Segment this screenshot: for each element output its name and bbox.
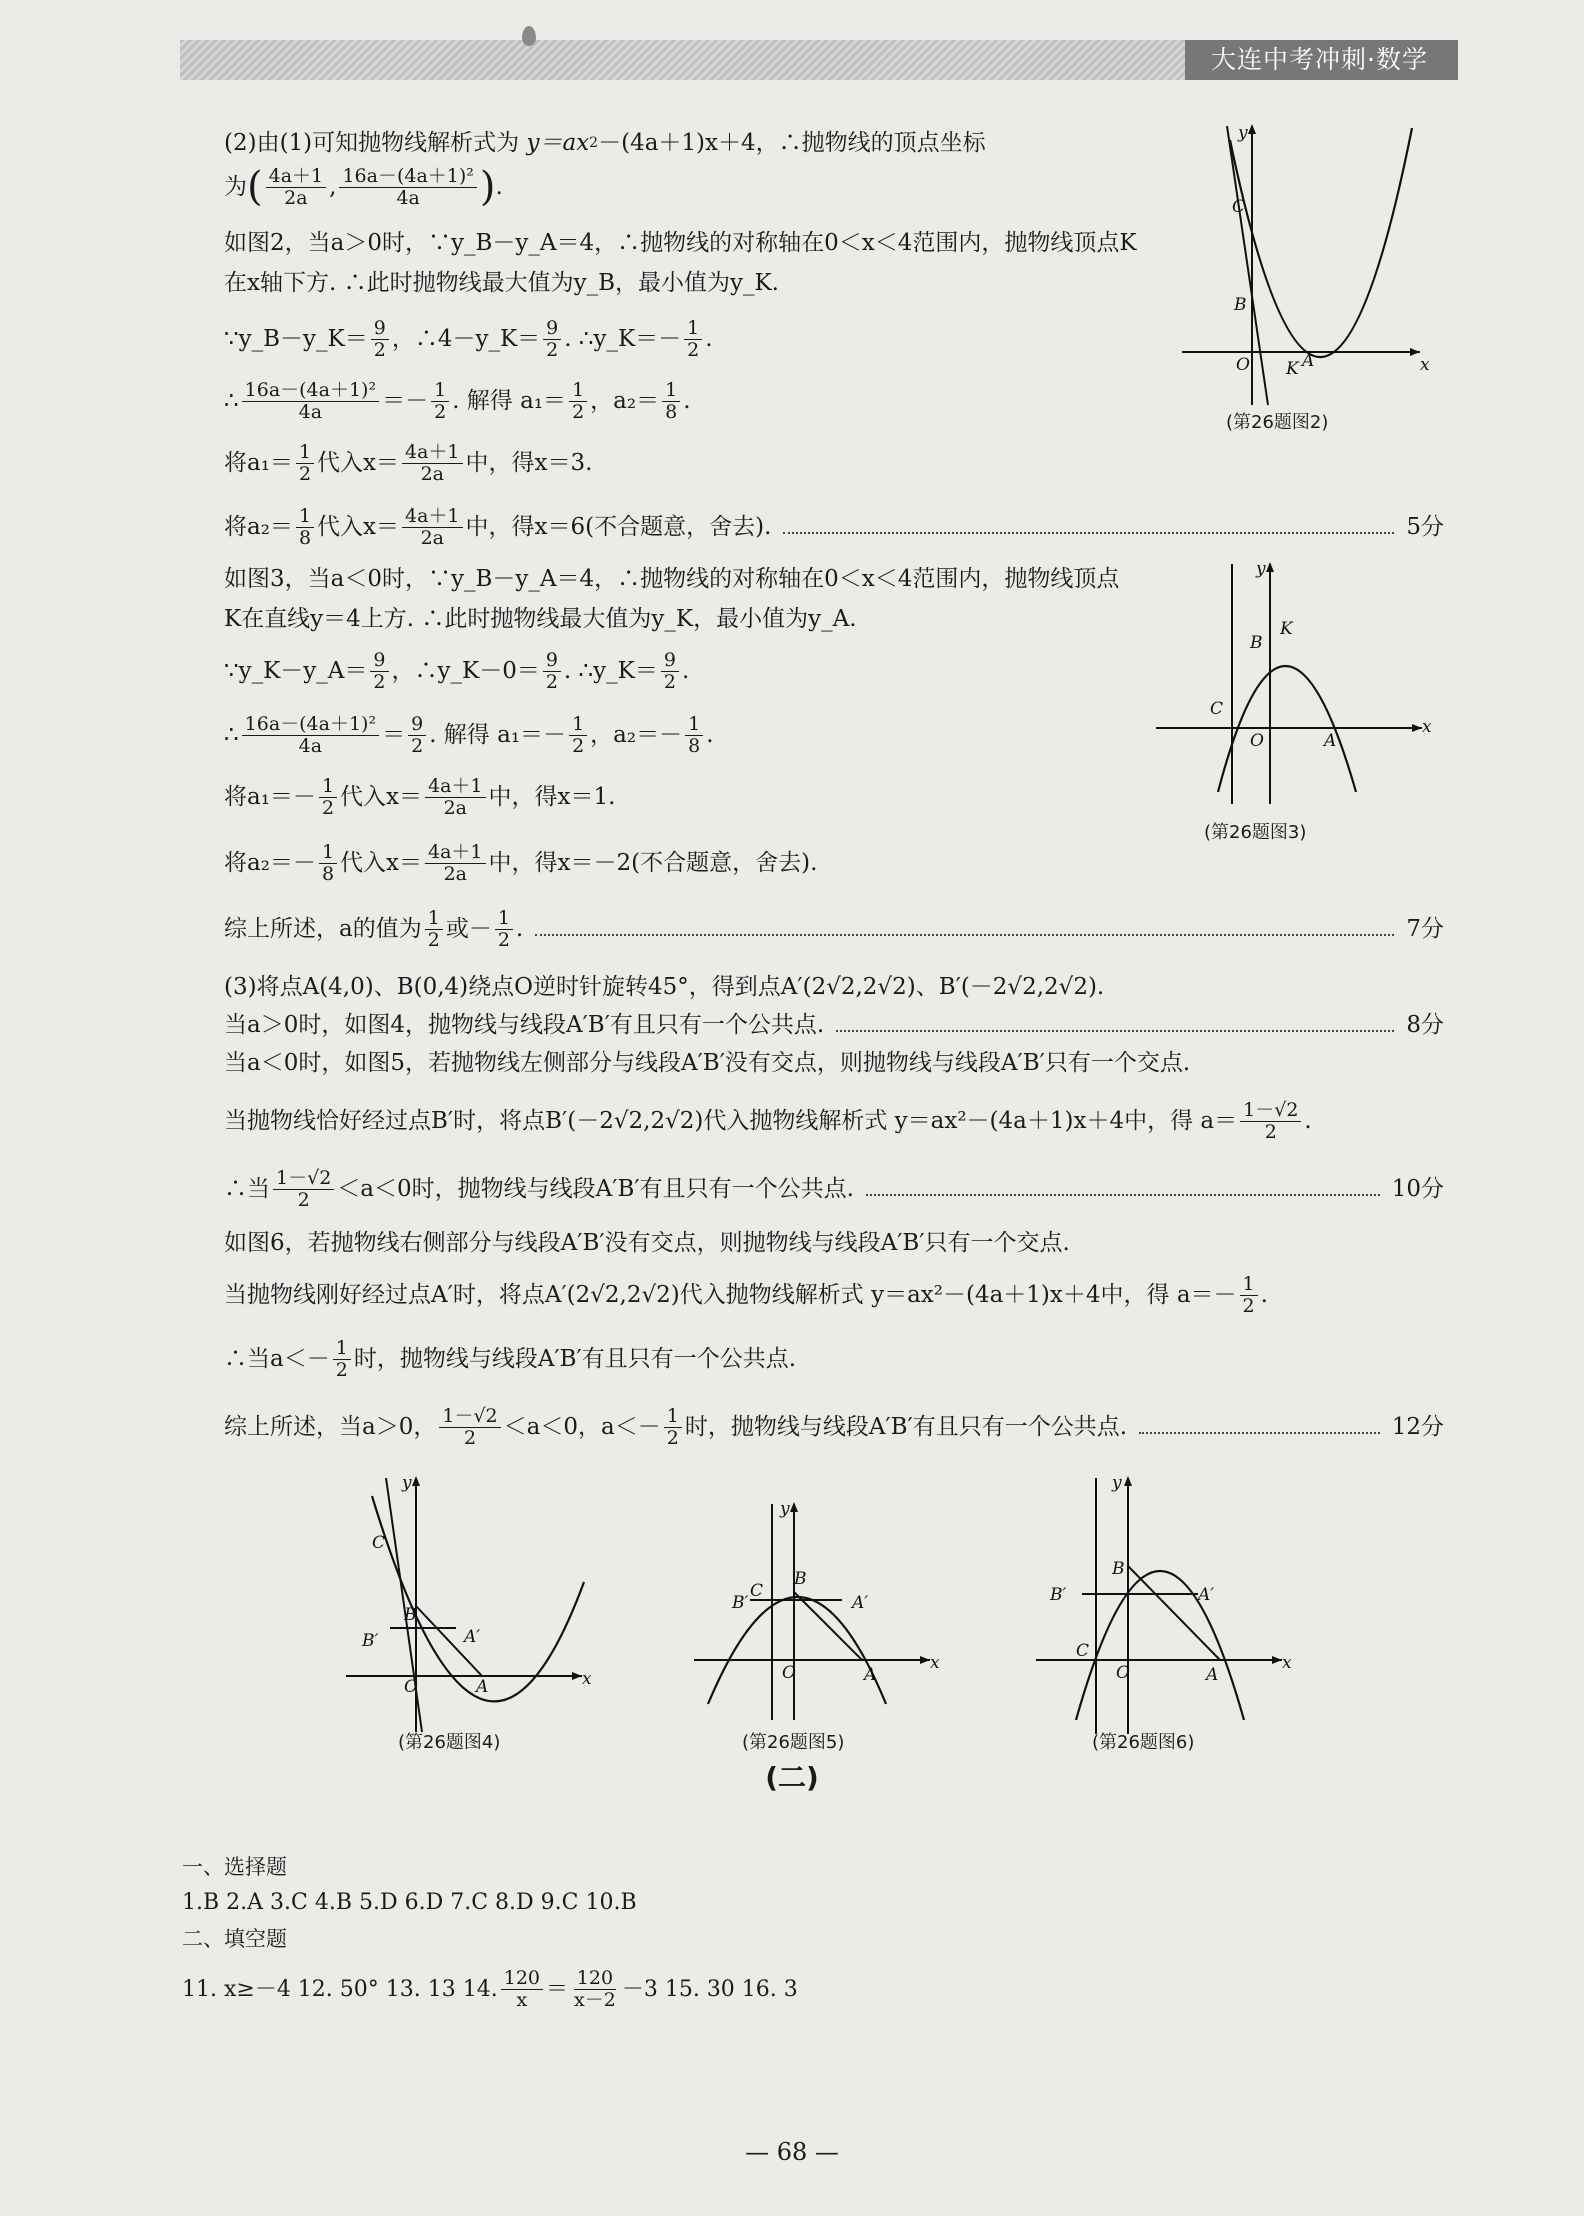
svg-text:A: A [476, 1677, 489, 1697]
svg-text:y: y [780, 1499, 790, 1519]
svg-text:K: K [1280, 619, 1293, 639]
line-23: ∴当a＜－ $\frac{1}{2}$ 时，抛物线与线段A′B′有且只有一个公共点. [224, 1336, 797, 1381]
svg-text:B′: B′ [362, 1631, 379, 1651]
svg-text:O: O [1236, 355, 1250, 375]
svg-text:y: y [1238, 123, 1248, 143]
score: 7分 [1406, 916, 1444, 942]
svg-text:A: A [1206, 1665, 1219, 1685]
line-6: ∴ $\frac{\text{16a－(4a＋1)²}}{4a}$ ＝－ $\frac{1}{2}$ . 解得 a₁＝ $\frac{1}{2}$ ，a₂＝ $\frac{1}{8}$ . [224, 378, 691, 423]
svg-text:y: y [1256, 559, 1266, 579]
svg-text:y: y [402, 1473, 412, 1493]
svg-text:O: O [404, 1677, 418, 1697]
line-7: 将a₁＝ $\frac{1}{2}$ 代入x＝ $\frac{4a+1}{2a}$ 中，得x＝3. [224, 440, 593, 485]
line-19: 当抛物线恰好经过点B′时，将点B′(－2√2,2√2)代入抛物线解析式 y＝ax²－(4a＋1)x＋4中，得 a＝ $\frac{1-√2}{2}$ . [224, 1098, 1312, 1143]
svg-text:B: B [1234, 295, 1247, 315]
line-2: 为 ( $\frac{4a+1}{2a}$ , $\frac{\text{16a－(4a＋1)²}}{4a}$ ) . [224, 164, 503, 210]
choice-heading: 一、选择题 [182, 1855, 287, 1879]
svg-text:B: B [1112, 1559, 1125, 1579]
svg-text:B′: B′ [732, 1593, 749, 1613]
line-22: 当抛物线刚好经过点A′时，将点A′(2√2,2√2)代入抛物线解析式 y＝ax²－(4a＋1)x＋4中，得 a＝－ $\frac{1}{2}$ . [224, 1272, 1268, 1317]
line-24: 综上所述，当a＞0， $\frac{1-√2}{2}$ ＜a＜0，a＜－ $\frac{1}{2}$ 时，抛物线与线段A′B′有且只有一个公共点. 12分 [224, 1404, 1444, 1449]
figure-5 [690, 1496, 940, 1726]
svg-text:A: A [1324, 731, 1337, 751]
caption-figure-3: (第26题图3) [1204, 822, 1307, 843]
svg-text:B′: B′ [1050, 1585, 1067, 1605]
svg-text:A′: A′ [1198, 1585, 1215, 1605]
line-15: 综上所述，a的值为 $\frac{1}{2}$ 或－ $\frac{1}{2}$ . 7分 [224, 906, 1444, 951]
caption-figure-4: (第26题图4) [398, 1732, 501, 1753]
svg-text:x: x [1422, 717, 1432, 737]
line-14: 将a₂＝－ $\frac{1}{8}$ 代入x＝ $\frac{4a+1}{2a}$ 中，得x＝－2(不合题意，舍去). [224, 840, 818, 885]
svg-text:O: O [782, 1663, 796, 1683]
header-band [180, 40, 1458, 80]
figure-3 [1152, 556, 1432, 806]
svg-text:O: O [1250, 731, 1264, 751]
svg-text:B: B [1250, 633, 1263, 653]
svg-text:B: B [794, 1569, 807, 1589]
svg-text:B: B [404, 1605, 417, 1625]
svg-text:y: y [1112, 1473, 1122, 1493]
svg-text:C: C [372, 1533, 386, 1553]
line-13: 将a₁＝－ $\frac{1}{2}$ 代入x＝ $\frac{4a+1}{2a}$ 中，得x＝1. [224, 774, 616, 819]
figure-4 [342, 1470, 592, 1740]
score: 5分 [1406, 514, 1444, 540]
caption-figure-6: (第26题图6) [1092, 1732, 1195, 1753]
svg-text:A′: A′ [464, 1627, 481, 1647]
figure-2 [1172, 120, 1432, 410]
score: 8分 [1406, 1012, 1444, 1038]
line-11: ∵y_K－y_A＝ $\frac{9}{2}$ ，∴y_K－0＝ $\frac{9}{2}$ . ∴y_K＝ $\frac{9}{2}$ . [224, 648, 690, 693]
svg-text:x: x [1420, 355, 1430, 375]
line-16: (3)将点A(4,0)、B(0,4)绕点O逆时针旋转45°，得到点A′(2√2,2√2)、B′(－2√2,2√2). [224, 974, 1105, 1000]
svg-text:x: x [582, 1669, 592, 1689]
header-ornament [522, 26, 536, 46]
line-9: 如图3，当a＜0时，∵y_B－y_A＝4，∴抛物线的对称轴在0＜x＜4范围内，抛物线顶点 [224, 566, 1120, 592]
svg-text:A′: A′ [852, 1593, 869, 1613]
text: －(4a＋1)x＋4，∴抛物线的顶点坐标 [598, 130, 986, 156]
fraction: $\frac{\text{16a－(4a＋1)²}}{4a}$ [339, 166, 476, 209]
score: 12分 [1391, 1414, 1444, 1440]
svg-text:C: C [1076, 1641, 1090, 1661]
line-20: ∴当 $\frac{1-√2}{2}$ ＜a＜0时，抛物线与线段A′B′有且只有一个公共点. 10分 [224, 1166, 1444, 1211]
line-5: ∵y_B－y_K＝ $\frac{9}{2}$ ，∴4－y_K＝ $\frac{9}{2}$ . ∴y_K＝－ $\frac{1}{2}$ . [224, 316, 713, 361]
fill-heading: 二、填空题 [182, 1927, 287, 1951]
fraction: $\frac{4a+1}{2a}$ [266, 166, 327, 209]
svg-text:x: x [1282, 1653, 1292, 1673]
svg-text:K: K [1286, 359, 1299, 379]
line-4: 在x轴下方. ∴此时抛物线最大值为y_B，最小值为y_K. [224, 270, 779, 296]
svg-text:C: C [1210, 699, 1224, 719]
svg-text:A: A [864, 1665, 877, 1685]
svg-text:C: C [750, 1581, 764, 1601]
line-21: 如图6，若抛物线右侧部分与线段A′B′没有交点，则抛物线与线段A′B′只有一个交点. [224, 1230, 1070, 1256]
svg-text:x: x [930, 1653, 940, 1673]
score: 10分 [1391, 1176, 1444, 1202]
text: y＝ax [526, 130, 590, 156]
svg-text:C: C [1232, 197, 1246, 217]
line-17: 当a＞0时，如图4，抛物线与线段A′B′有且只有一个公共点. 8分 [224, 1012, 1444, 1038]
svg-text:O: O [1116, 1663, 1130, 1683]
header-title: 大连中考冲刺·数学 [1185, 40, 1458, 80]
choice-answers: 1.B 2.A 3.C 4.B 5.D 6.D 7.C 8.D 9.C 10.B [182, 1890, 637, 1915]
fill-answers: 11. x≥－4 12. 50° 13. 13 14. $\frac{120}{x}$ ＝ $\frac{120}{x-2}$ －3 15. 30 16. 3 [182, 1967, 798, 2011]
line-1: (2)由(1)可知抛物线解析式为 y＝ax 2 －(4a＋1)x＋4，∴抛物线的顶点坐标 [224, 130, 986, 156]
text: 为 [224, 174, 247, 200]
page-number: — 68 — [745, 2138, 839, 2166]
caption-figure-2: (第26题图2) [1226, 412, 1329, 433]
line-8: 将a₂＝ $\frac{1}{8}$ 代入x＝ $\frac{4a+1}{2a}$ 中，得x＝6(不合题意，舍去). 5分 [224, 504, 1444, 549]
svg-text:A: A [1302, 351, 1315, 371]
text: (2)由(1)可知抛物线解析式为 [224, 130, 520, 156]
caption-figure-5: (第26题图5) [742, 1732, 845, 1753]
line-18: 当a＜0时，如图5，若抛物线左侧部分与线段A′B′没有交点，则抛物线与线段A′B′只有一个交点. [224, 1050, 1191, 1076]
line-3: 如图2，当a＞0时，∵y_B－y_A＝4，∴抛物线的对称轴在0＜x＜4范围内，抛物线顶点K [224, 230, 1137, 256]
figure-6 [1032, 1470, 1292, 1740]
line-10: K在直线y＝4上方. ∴此时抛物线最大值为y_K，最小值为y_A. [224, 606, 857, 632]
line-12: ∴ $\frac{\text{16a－(4a＋1)²}}{4a}$ ＝ $\frac{9}{2}$ . 解得 a₁＝－ $\frac{1}{2}$ ，a₂＝－ $\frac{1}{8}$ . [224, 712, 714, 757]
section-title: (二) [765, 1761, 819, 1794]
